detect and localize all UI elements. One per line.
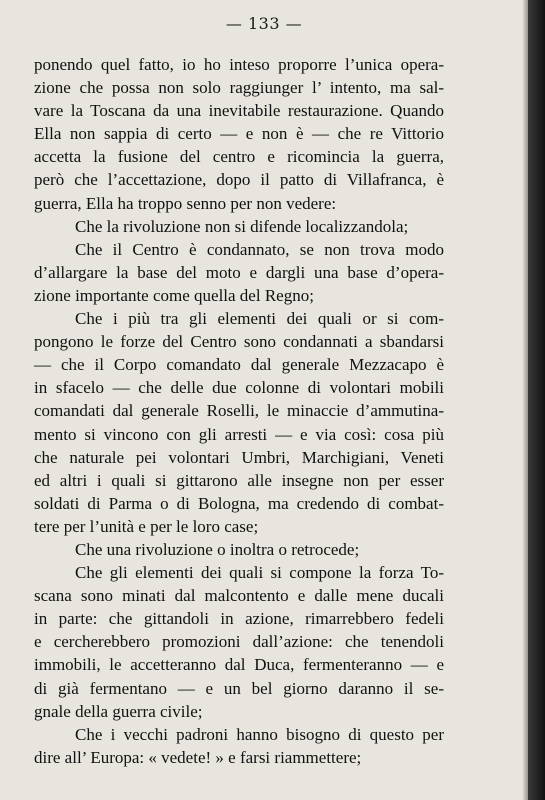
text-line: pongono le forze del Centro sono condannati a sbandarsi [34, 332, 444, 352]
text-line: accetta la fusione del centro e ricomincia la guerra, [34, 147, 444, 167]
text-line: Che il Centro è condannato, se non trova modo [75, 239, 444, 259]
text-line: Che i più tra gli elementi dei quali or si com- [75, 309, 444, 329]
text-line: comandati dal generale Roselli, le minaccie d’ammutina- [34, 401, 444, 421]
text-line: Che i vecchi padroni hanno bisogno di questo per [75, 724, 444, 744]
text-line: scana sono minati dal malcontento e dalle mene ducali [34, 586, 444, 606]
text-line: Ella non sappia di certo — e non è — che re Vittorio [34, 124, 444, 144]
text-line: gnale della guerra civile; [34, 701, 203, 721]
text-line: però che l’accettazione, dopo il patto di Villafranca, è [34, 170, 444, 190]
text-line: vare la Toscana da una inevitabile restaurazione. Quando [34, 101, 444, 121]
text-line: immobili, le accetteranno dal Duca, fermenteranno — e [34, 655, 444, 675]
body-text [34, 53, 444, 769]
text-line: e cercherebbero promozioni dall’azione: che tenendoli [34, 632, 444, 652]
text-line: guerra, Ella ha troppo senno per non vedere: [34, 193, 337, 213]
text-line: dire all’ Europa: « vedete! » e farsi riammettere; [34, 747, 362, 767]
text-line: d’allargare la base del moto e dargli una base d’opera- [34, 262, 444, 282]
text-line: Che gli elementi dei quali si compone la forza To- [75, 563, 444, 583]
text-line: che naturale pei volontari Umbri, Marchigiani, Veneti [34, 447, 444, 467]
page-number: — 133 — [225, 14, 303, 33]
text-line: zione che possa non solo raggiunger l’ intento, ma sal- [34, 78, 444, 98]
text-line: soldati di Parma o di Bologna, ma credendo di combat- [34, 493, 444, 513]
text-line: in parte: che gittandoli in azione, rimarrebbero fedeli [34, 609, 444, 629]
text-line: ponendo quel fatto, io ho inteso proporre l’unica opera- [34, 55, 444, 74]
text-line: Che la rivoluzione non si difende localizzandola; [75, 216, 409, 236]
text-line: ed altri i quali si gittarono alle insegne non per esser [34, 470, 444, 490]
text-line: di già fermentano — e un bel giorno daranno il se- [34, 678, 444, 698]
text-line: in sfacelo — che delle due colonne di volontari mobili [34, 378, 444, 398]
book-spine [528, 0, 545, 800]
text-line: zione importante come quella del Regno; [34, 285, 314, 305]
text-line: Che una rivoluzione o inoltra o retrocede; [75, 539, 360, 559]
text-line: mento si vincono con gli arresti — e via così: cosa più [34, 424, 444, 444]
text-line: tere per l’unità e per le loro case; [34, 516, 259, 536]
text-line: — che il Corpo comandato dal generale Mezzacapo è [34, 355, 444, 375]
